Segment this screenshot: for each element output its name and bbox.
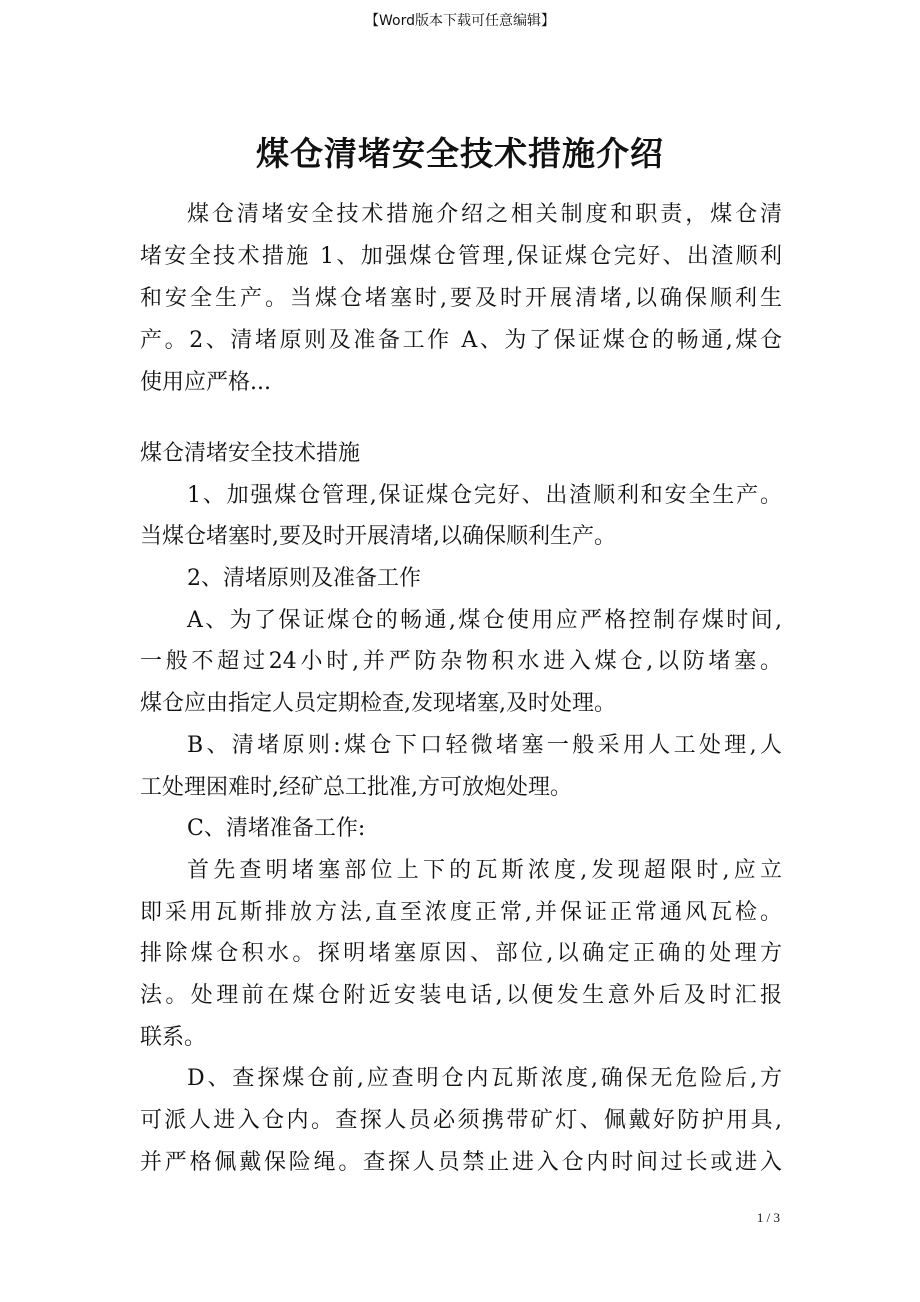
text-line: C、清堵准备工作: — [187, 816, 366, 842]
text-line: 排除煤仓积水。探明堵塞原因、部位,以确定正确的处理方 — [140, 941, 782, 967]
text-line: 2、清堵原则及准备工作 — [187, 566, 421, 592]
text-line: 1、加强煤仓管理,保证煤仓完好、出渣顺利和安全生产。 — [187, 482, 782, 508]
text-line: A、为了保证煤仓的畅通,煤仓使用应严格控制存煤时间, — [187, 607, 782, 633]
text-line: 首先查明堵塞部位上下的瓦斯浓度,发现超限时,应立 — [187, 857, 782, 883]
text-line: 和安全生产。当煤仓堵塞时,要及时开展清堵,以确保顺利生 — [140, 286, 782, 311]
text-line: 堵安全技术措施 1、加强煤仓管理,保证煤仓完好、出渣顺利 — [140, 244, 782, 269]
text-line: 煤仓清堵安全技术措施介绍之相关制度和职责，煤仓清 — [187, 202, 782, 227]
text-line: 可派人进入仓内。查探人员必须携带矿灯、佩戴好防护用具, — [140, 1108, 782, 1133]
document-title: 煤仓清堵安全技术措施介绍 — [256, 134, 664, 173]
text-line: 煤仓应由指定人员定期检查,发现堵塞,及时处理。 — [140, 691, 616, 717]
document-body — [140, 433, 782, 1183]
text-line: 法。处理前在煤仓附近安装电话,以便发生意外后及时汇报 — [140, 982, 782, 1008]
text-line: D、查探煤仓前,应查明仓内瓦斯浓度,确保无危险后,方 — [187, 1066, 782, 1092]
document-header: 【Word版本下载可任意编辑】 — [365, 13, 555, 29]
summary-paragraph — [140, 194, 782, 404]
text-line: 联系。 — [140, 1024, 207, 1050]
text-line: 当煤仓堵塞时,要及时开展清堵,以确保顺利生产。 — [140, 524, 616, 550]
text-line: B、清堵原则:煤仓下口轻微堵塞一般采用人工处理,人 — [187, 732, 782, 758]
text-line: 工处理困难时,经矿总工批准,方可放炮处理。 — [140, 774, 572, 800]
section-heading: 煤仓清堵安全技术措施 — [140, 441, 361, 466]
text-line: 并严格佩戴保险绳。查探人员禁止进入仓内时间过长或进入 — [140, 1149, 782, 1175]
text-line: 产。2、清堵原则及准备工作 A、为了保证煤仓的畅通,煤仓 — [140, 328, 782, 353]
text-line: 即采用瓦斯排放方法,直至浓度正常,并保证正常通风瓦检。 — [140, 899, 782, 925]
page-number: 1 / 3 — [756, 1210, 780, 1225]
text-line: 一般不超过24小时,并严防杂物积水进入煤仓,以防堵塞。 — [140, 649, 782, 675]
text-line: 使用应严格... — [140, 370, 271, 395]
